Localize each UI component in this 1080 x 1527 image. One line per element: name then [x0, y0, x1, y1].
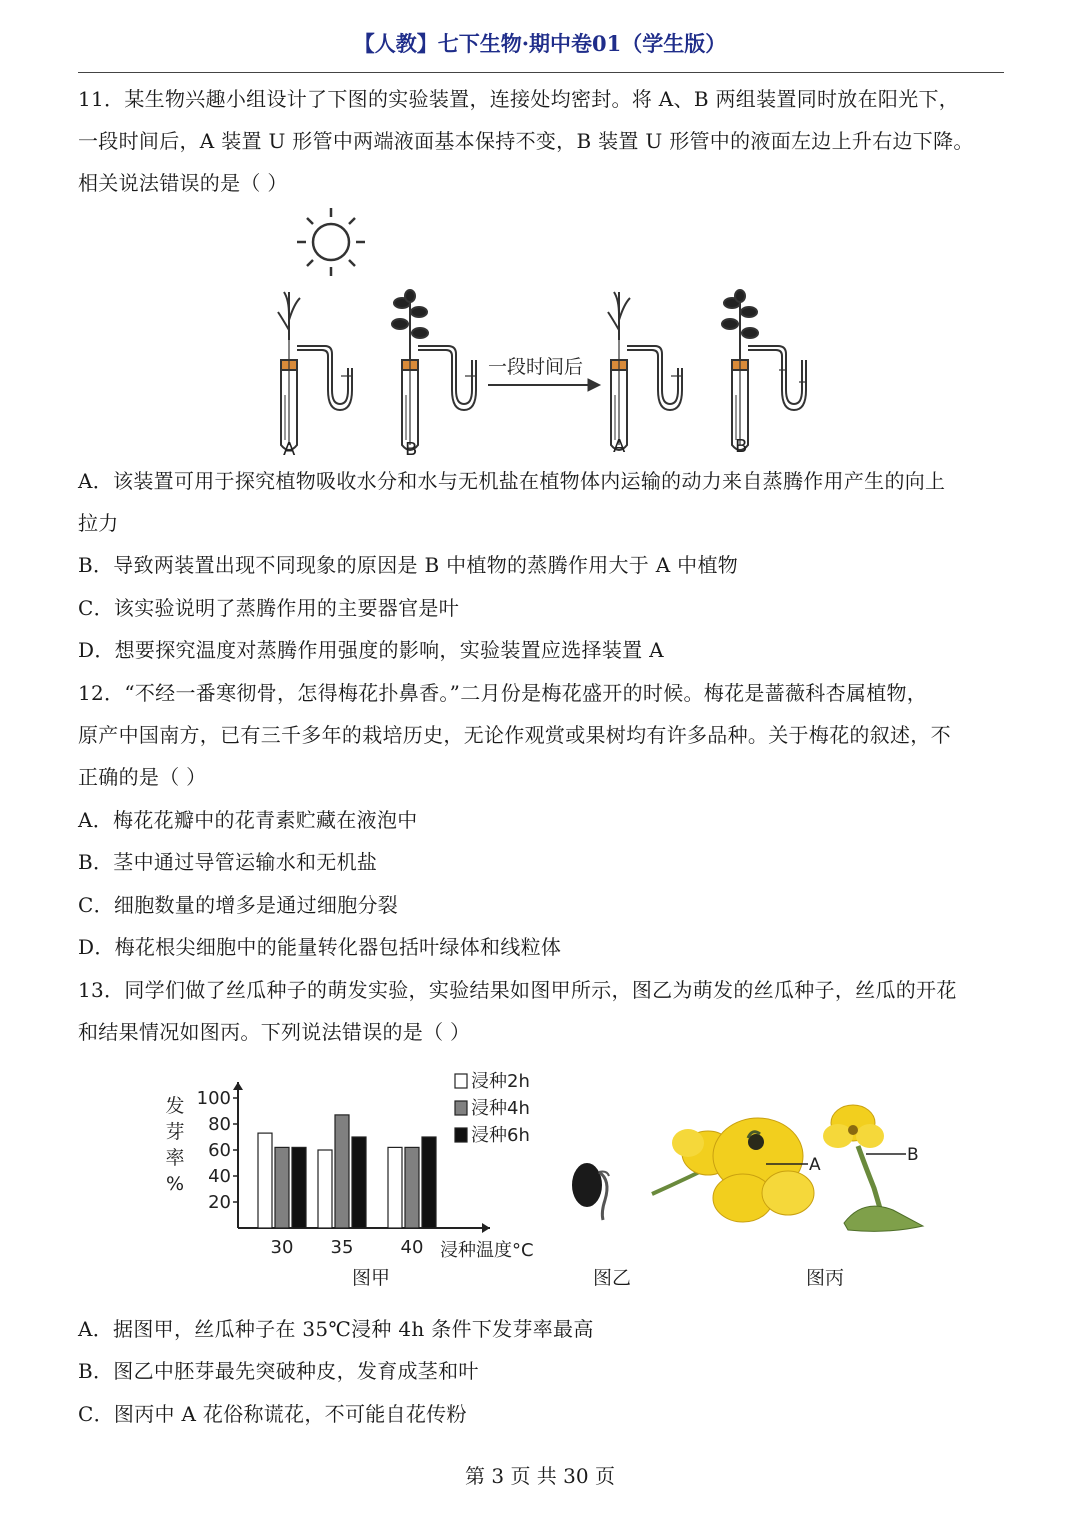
- legend-swatch: [455, 1074, 467, 1088]
- label-b-left: B: [405, 439, 418, 460]
- y-tick-label: 20: [208, 1192, 231, 1213]
- bar: [405, 1147, 419, 1228]
- q11-option-b: B．导致两装置出现不同现象的原因是 B 中植物的蒸腾作用大于 A 中植物: [78, 553, 739, 577]
- legend-label: 浸种2h: [471, 1071, 530, 1092]
- apparatus-a-after: [608, 292, 682, 450]
- q13-stem-line-1: 13．同学们做了丝瓜种子的萌发实验，实验结果如图甲所示，图乙为萌发的丝瓜种子，丝瓜的开花: [78, 978, 957, 1002]
- y-axis-label: 发: [165, 1095, 185, 1117]
- q12-option-d: D．梅花根尖细胞中的能量转化器包括叶绿体和线粒体: [78, 935, 562, 959]
- q11-stem-line-3: 相关说法错误的是（ ）: [78, 171, 288, 195]
- q11-stem-line-1: 11．某生物兴趣小组设计了下图的实验装置，连接处均密封。将 A、B 两组装置同时放在阳光下，: [78, 87, 960, 111]
- y-tick-label: 40: [208, 1166, 231, 1187]
- q11-experiment-figure: [260, 200, 820, 465]
- q13-option-c: C．图丙中 A 花俗称谎花，不可能自花传粉: [78, 1402, 467, 1426]
- page-header: 【人教】七下生物·期中卷01（学生版）: [353, 31, 727, 56]
- apparatus-a-before: [278, 292, 352, 450]
- legend-label: 浸种6h: [471, 1125, 530, 1146]
- male-flower-a: [652, 1118, 814, 1222]
- caption-jia: 图甲: [352, 1267, 391, 1289]
- label-a-right: A: [613, 436, 626, 457]
- page-number: 第 3 页 共 30 页: [465, 1464, 615, 1488]
- bar: [258, 1133, 272, 1228]
- time-arrow: [488, 379, 600, 391]
- x-tick-label: 35: [330, 1237, 354, 1258]
- germinating-seed-figure: [565, 1150, 625, 1230]
- q13-stem-line-2: 和结果情况如图丙。下列说法错误的是（ ）: [78, 1020, 471, 1044]
- q11-option-a: A．该装置可用于探究植物吸收水分和水与无机盐在植物体内运输的动力来自蒸腾作用产生的向上: [78, 469, 946, 493]
- legend-swatch: [455, 1101, 467, 1115]
- y-tick-label: 100: [196, 1088, 231, 1109]
- q11-option-c: C．该实验说明了蒸腾作用的主要器官是叶: [78, 596, 460, 620]
- arrow-label: 一段时间后: [488, 356, 584, 378]
- female-flower-b: [823, 1105, 923, 1231]
- y-axis-label: %: [165, 1173, 185, 1195]
- q12-stem-line-3: 正确的是（ ）: [78, 765, 207, 789]
- q11-stem-line-2: 一段时间后，A 装置 U 形管中两端液面基本保持不变，B 装置 U 形管中的液面左边上升右边下降。: [78, 129, 974, 153]
- x-axis-label: 浸种温度°C: [440, 1240, 534, 1261]
- y-axis-label: 率: [165, 1147, 185, 1169]
- apparatus-b-before: [392, 290, 476, 450]
- legend-label: 浸种4h: [471, 1098, 530, 1119]
- q11-option-d: D．想要探究温度对蒸腾作用强度的影响，实验装置应选择装置 A: [78, 638, 664, 662]
- flower-label-b: B: [907, 1145, 919, 1165]
- x-tick-label: 40: [400, 1237, 424, 1258]
- q13-option-a: A．据图甲，丝瓜种子在 35℃浸种 4h 条件下发芽率最高: [78, 1317, 594, 1341]
- y-axis-arrow: [233, 1082, 243, 1090]
- bar: [388, 1147, 402, 1228]
- bar: [352, 1137, 366, 1228]
- x-tick-label: 30: [270, 1237, 294, 1258]
- luffa-flower-figure: [648, 1098, 938, 1238]
- label-b-right: B: [735, 436, 748, 457]
- label-a-left: A: [283, 439, 296, 460]
- caption-yi: 图乙: [593, 1267, 632, 1289]
- apparatus-b-after: [722, 290, 806, 450]
- q12-option-a: A．梅花花瓣中的花青素贮藏在液泡中: [78, 808, 418, 832]
- y-axis-label: 芽: [165, 1121, 185, 1143]
- q12-option-c: C．细胞数量的增多是通过细胞分裂: [78, 893, 399, 917]
- y-tick-label: 80: [208, 1114, 231, 1135]
- q11-option-a-cont: 拉力: [78, 511, 119, 535]
- caption-bing: 图丙: [806, 1267, 845, 1289]
- q12-stem-line-1: 12．“不经一番寒彻骨，怎得梅花扑鼻香。”二月份是梅花盛开的时候。梅花是蔷薇科杏属植物，: [78, 681, 928, 705]
- bar: [275, 1147, 289, 1228]
- flower-label-a: A: [809, 1155, 821, 1175]
- legend-swatch: [455, 1128, 467, 1142]
- x-axis-arrow: [482, 1223, 490, 1233]
- y-tick-label: 60: [208, 1140, 231, 1161]
- sun-icon: [297, 208, 365, 276]
- q12-option-b: B．茎中通过导管运输水和无机盐: [78, 850, 378, 874]
- bar: [422, 1137, 436, 1228]
- q13-option-b: B．图乙中胚芽最先突破种皮，发育成茎和叶: [78, 1359, 479, 1383]
- bar: [318, 1150, 332, 1228]
- header-divider: [78, 72, 1004, 73]
- bar: [292, 1147, 306, 1228]
- q12-stem-line-2: 原产中国南方，已有三千多年的栽培历史，无论作观赏或果树均有许多品种。关于梅花的叙述，不: [78, 723, 951, 747]
- bar: [335, 1115, 349, 1228]
- germination-bar-chart: [150, 1062, 550, 1292]
